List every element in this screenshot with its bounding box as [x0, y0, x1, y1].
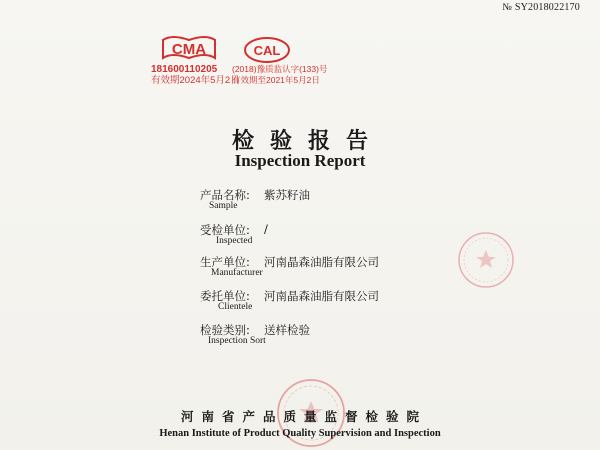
field-label-en: Inspection Sort [208, 336, 266, 346]
official-seal-right [456, 230, 516, 290]
report-number: № SY2018022170 [502, 2, 580, 13]
cal-logo [242, 36, 292, 64]
cma-valid-date: 有效期2024年5月2日 [151, 75, 240, 86]
field-value: / [264, 222, 268, 236]
field-label-en: Sample [209, 201, 238, 211]
svg-text:CMA: CMA [171, 41, 207, 58]
field-label-cn: 产品名称: [200, 188, 250, 202]
field-value: 送样检验 [264, 323, 310, 337]
cal-code: (2018)豫质监认字(133)号 [232, 64, 328, 74]
cal-valid-date: 有效期至2021年5月2日 [232, 75, 320, 85]
cma-code: 181600110205 [151, 64, 218, 75]
report-title-cn: 检验报告 [231, 128, 384, 154]
cma-logo [160, 36, 218, 62]
field-label-cn: 受检单位: [200, 223, 250, 237]
field-label-cn: 生产单位: [200, 255, 250, 269]
institute-name-cn: 河南省产品质量监督检验院 [180, 409, 427, 424]
field-label-en: Clientele [218, 302, 253, 312]
field-label-en: Manufacturer [211, 268, 263, 278]
field-value: 河南晶森油脂有限公司 [264, 289, 379, 303]
svg-text:CAL: CAL [253, 43, 281, 58]
field-value: 紫苏籽油 [264, 188, 310, 202]
field-label-en: Inspected [216, 236, 253, 246]
field-label-cn: 委托单位: [200, 289, 250, 303]
institute-name-en: Henan Institute of Product Quality Supervision and Inspection [159, 428, 441, 439]
report-title-en: Inspection Report [234, 151, 366, 170]
field-label-cn: 检验类别: [200, 323, 250, 337]
field-value: 河南晶森油脂有限公司 [264, 255, 379, 269]
